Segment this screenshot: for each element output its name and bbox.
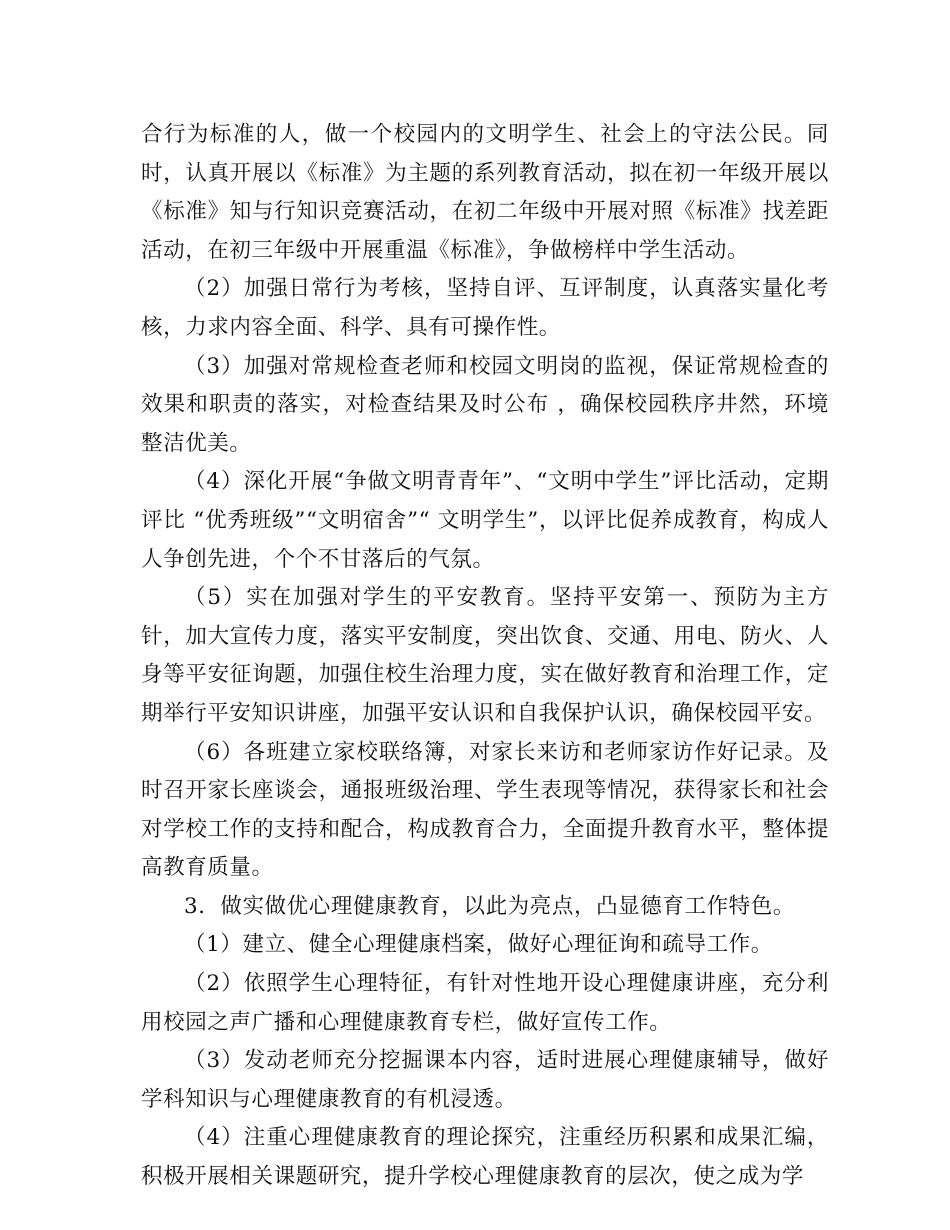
paragraph-continuation: 合行为标准的人，做一个校园内的文明学生、社会上的守法公民。同时，认真开展以《标准》为主题的系列教育活动，拟在初一年级开展以《标准》知与行知识竞赛活动，在初二年级中开展对照《标准》找差距活动，在初三年级中开展重温《标准》，争做榜样中学生活动。 (141, 122, 829, 263)
paragraph-mh-item-1: （1）建立、健全心理健康档案，做好心理征询和疏导工作。 (184, 932, 773, 958)
paragraph-mh-item-3: （3）发动老师充分挖掘课本内容，适时进展心理健康辅导，做好学科知识与心理健康教育的有机浸透。 (141, 1048, 829, 1112)
paragraph-item-2-daily-assessment: （2）加强日常行为考核，坚持自评、互评制度，认真落实量化考核，力求内容全面、科学、具有可操作性。 (141, 276, 829, 340)
paragraph-mh-item-2: （2）依照学生心理特征，有针对性地开设心理健康讲座，充分利用校园之声广播和心理健康教育专栏，做好宣传工作。 (141, 971, 829, 1035)
section-heading-3-mental-health: 3．做实做优心理健康教育，以此为亮点，凸显德育工作特色。 (184, 893, 795, 919)
paragraph-item-5-safety: （5）实在加强对学生的平安教育。坚持平安第一、预防为主方针，加大宣传力度，落实平安制度，突出饮食、交通、用电、防火、人身等平安征询题，加强住校生治理力度，实在做好教育和治理工作，定期举行平安知识讲座，加强平安认识和自我保护认识，确保校园平安。 (141, 585, 829, 726)
paragraph-mh-item-4: （4）注重心理健康教育的理论探究，注重经历积累和成果汇编，积极开展相关课题研究，提升学校心理健康教育的层次，使之成为学 (141, 1125, 829, 1190)
paragraph-item-4-appraisal: （4）深化开展“争做文明青青年”、“文明中学生”评比活动，定期评比 “优秀班级”“文明宿舍”“ 文明学生”，以评比促养成教育，构成人人争创先进，个个不甘落后的气氛。 (141, 469, 829, 572)
paragraph-item-6-home-school: （6）各班建立家校联络簿，对家长来访和老师家访作好记录。及时召开家长座谈会，通报班级治理、学生表现等情况，获得家长和社会对学校工作的支持和配合，构成教育合力，全面提升教育水平，整体提高教育质量。 (141, 739, 829, 881)
paragraph-item-3-inspection: （3）加强对常规检查老师和校园文明岗的监视，保证常规检查的效果和职责的落实，对检查结果及时公布 ，确保校园秩序井然，环境整洁优美。 (141, 353, 829, 456)
document-body (141, 116, 829, 1197)
